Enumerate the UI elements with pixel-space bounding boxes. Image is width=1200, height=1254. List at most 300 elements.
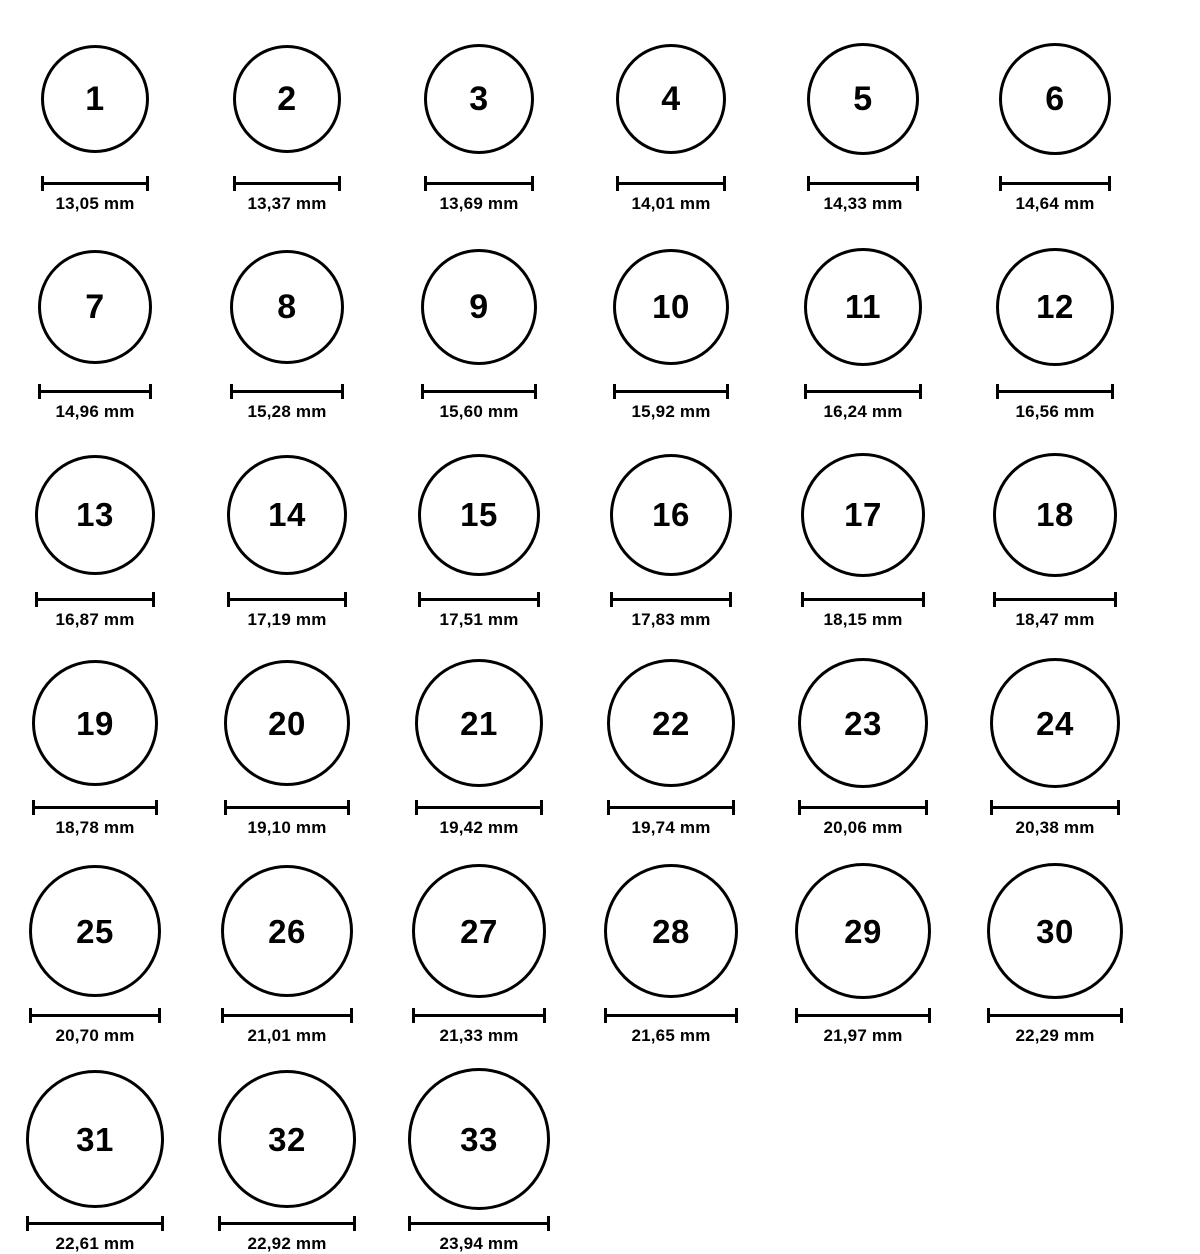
ring-size-number: 12 <box>1036 288 1074 326</box>
diameter-label: 19,42 mm <box>439 818 519 837</box>
ring-size-circle <box>35 455 155 575</box>
ring-size-circle <box>218 1070 357 1209</box>
diameter-label: 20,06 mm <box>823 818 903 837</box>
ruler-tick-left <box>804 384 807 399</box>
ruler-tick-left <box>424 176 427 191</box>
ruler-tick-left <box>613 384 616 399</box>
ring-size-number: 14 <box>268 496 306 534</box>
ring-size-circle <box>221 865 354 998</box>
ring-size-circle <box>987 863 1124 1000</box>
ring-size-number: 11 <box>845 288 881 326</box>
ruler-bar <box>421 390 537 393</box>
ruler-tick-left <box>412 1008 415 1023</box>
diameter-ruler <box>993 592 1118 606</box>
ring-size-circle <box>412 864 546 998</box>
ruler-tick-right <box>347 800 350 815</box>
diameter-label: 13,37 mm <box>247 194 327 213</box>
size-cell <box>384 28 574 214</box>
ruler-tick-right <box>152 592 155 607</box>
size-cell <box>768 652 958 838</box>
ring-size-circle <box>230 250 345 365</box>
diameter-ruler <box>233 176 342 190</box>
ruler-bar <box>804 390 922 393</box>
ruler-bar <box>224 806 351 809</box>
ruler-tick-left <box>421 384 424 399</box>
ring-circle-wrap <box>987 860 1124 1002</box>
diameter-ruler <box>415 800 543 814</box>
diameter-label: 15,92 mm <box>631 402 711 421</box>
size-cell <box>576 860 766 1046</box>
ring-size-number: 3 <box>469 79 489 118</box>
size-cell <box>192 860 382 1046</box>
diameter-label: 16,56 mm <box>1015 402 1095 421</box>
ruler-bar <box>616 182 727 185</box>
ring-size-circle <box>801 453 925 577</box>
ring-size-number: 30 <box>1036 912 1074 950</box>
ruler-tick-right <box>341 384 344 399</box>
size-cell <box>960 28 1150 214</box>
ruler-bar <box>408 1222 550 1225</box>
ring-size-number: 16 <box>652 496 690 534</box>
ruler-bar <box>604 1014 739 1017</box>
ring-circle-wrap <box>804 236 922 378</box>
ring-size-number: 15 <box>460 496 498 534</box>
size-cell <box>192 444 382 630</box>
size-cell <box>576 444 766 630</box>
ring-size-number: 2 <box>277 79 297 118</box>
ring-size-number: 29 <box>844 912 882 950</box>
diameter-ruler <box>38 384 152 398</box>
ring-size-number: 8 <box>277 287 297 326</box>
ring-circle-wrap <box>610 444 733 586</box>
ring-size-circle <box>610 454 733 577</box>
ring-circle-wrap <box>418 444 540 586</box>
ring-size-number: 21 <box>460 704 498 742</box>
ruler-tick-right <box>1117 800 1120 815</box>
diameter-ruler <box>801 592 925 606</box>
diameter-label: 18,78 mm <box>55 818 135 837</box>
ruler-tick-right <box>158 1008 161 1023</box>
diameter-label: 18,15 mm <box>823 610 903 629</box>
ruler-bar <box>999 182 1112 185</box>
ruler-tick-right <box>146 176 149 191</box>
diameter-label: 13,05 mm <box>55 194 135 213</box>
ring-size-circle <box>795 863 931 999</box>
ring-size-number: 28 <box>652 912 690 950</box>
ruler-bar <box>996 390 1115 393</box>
ruler-tick-right <box>547 1216 550 1231</box>
ring-circle-wrap <box>408 1068 550 1210</box>
diameter-label: 16,87 mm <box>55 610 135 629</box>
ring-circle-wrap <box>999 28 1112 170</box>
size-cell <box>0 652 190 838</box>
diameter-ruler <box>412 1008 546 1022</box>
diameter-label: 20,70 mm <box>55 1026 135 1045</box>
ruler-tick-left <box>990 800 993 815</box>
ring-size-number: 6 <box>1045 79 1065 118</box>
ring-circle-wrap <box>26 1068 164 1210</box>
ring-size-number: 24 <box>1036 704 1074 742</box>
ring-size-number: 23 <box>844 704 882 742</box>
ring-size-number: 32 <box>268 1120 306 1158</box>
size-cell <box>0 236 190 422</box>
diameter-ruler <box>613 384 730 398</box>
size-cell <box>384 444 574 630</box>
size-cell <box>0 444 190 630</box>
ruler-bar <box>607 806 736 809</box>
size-cell <box>576 28 766 214</box>
ruler-tick-right <box>540 800 543 815</box>
ring-circle-wrap <box>29 860 161 1002</box>
ruler-tick-right <box>723 176 726 191</box>
ruler-bar <box>993 598 1118 601</box>
diameter-ruler <box>218 1216 357 1230</box>
diameter-label: 14,96 mm <box>55 402 135 421</box>
diameter-label: 16,24 mm <box>823 402 903 421</box>
ruler-bar <box>227 598 348 601</box>
ruler-bar <box>218 1222 357 1225</box>
ring-circle-wrap <box>798 652 928 794</box>
ring-circle-wrap <box>38 236 152 378</box>
ruler-tick-right <box>353 1216 356 1231</box>
diameter-ruler <box>607 800 736 814</box>
diameter-ruler <box>424 176 534 190</box>
ruler-tick-left <box>999 176 1002 191</box>
ruler-tick-right <box>1120 1008 1123 1023</box>
ruler-tick-left <box>607 800 610 815</box>
ring-size-number: 9 <box>469 287 489 326</box>
diameter-label: 17,83 mm <box>631 610 711 629</box>
ruler-bar <box>29 1014 161 1017</box>
ruler-tick-left <box>408 1216 411 1231</box>
ring-circle-wrap <box>421 236 537 378</box>
ring-circle-wrap <box>424 28 534 170</box>
ruler-tick-left <box>418 592 421 607</box>
size-cell <box>960 236 1150 422</box>
ring-size-circle <box>604 864 739 999</box>
diameter-label: 21,97 mm <box>823 1026 903 1045</box>
ring-size-number: 4 <box>661 79 681 118</box>
ruler-bar <box>987 1014 1124 1017</box>
ruler-tick-left <box>798 800 801 815</box>
ruler-bar <box>613 390 730 393</box>
size-row <box>0 1068 1200 1254</box>
diameter-ruler <box>29 1008 161 1022</box>
diameter-ruler <box>408 1216 550 1230</box>
diameter-label: 14,64 mm <box>1015 194 1095 213</box>
size-cell <box>192 652 382 838</box>
ruler-tick-left <box>41 176 44 191</box>
ruler-tick-right <box>350 1008 353 1023</box>
ring-size-circle <box>999 43 1112 156</box>
ruler-tick-right <box>726 384 729 399</box>
ring-circle-wrap <box>990 652 1121 794</box>
ruler-tick-right <box>922 592 925 607</box>
ruler-bar <box>233 182 342 185</box>
ring-size-number: 18 <box>1036 496 1074 534</box>
diameter-ruler <box>41 176 149 190</box>
size-row <box>0 860 1200 1046</box>
diameter-label: 14,33 mm <box>823 194 903 213</box>
diameter-ruler <box>227 592 348 606</box>
ring-circle-wrap <box>412 860 546 1002</box>
ruler-tick-right <box>155 800 158 815</box>
ring-circle-wrap <box>221 860 354 1002</box>
ruler-bar <box>415 806 543 809</box>
ring-size-circle <box>233 45 342 154</box>
ruler-tick-right <box>925 800 928 815</box>
ring-size-circle <box>607 659 736 788</box>
diameter-ruler <box>221 1008 354 1022</box>
ring-circle-wrap <box>607 652 736 794</box>
ring-size-number: 25 <box>76 912 114 950</box>
diameter-ruler <box>32 800 158 814</box>
ruler-bar <box>35 598 155 601</box>
ring-size-circle <box>990 658 1121 789</box>
ruler-tick-right <box>735 1008 738 1023</box>
diameter-ruler <box>990 800 1121 814</box>
ruler-tick-right <box>534 384 537 399</box>
ruler-tick-left <box>415 800 418 815</box>
ruler-tick-right <box>919 384 922 399</box>
diameter-ruler <box>807 176 919 190</box>
ring-size-circle <box>421 249 537 365</box>
ring-size-circle <box>26 1070 164 1208</box>
ruler-tick-right <box>1111 384 1114 399</box>
diameter-ruler <box>610 592 733 606</box>
ring-size-number: 26 <box>268 912 306 950</box>
ruler-tick-right <box>729 592 732 607</box>
diameter-ruler <box>804 384 922 398</box>
ring-size-number: 20 <box>268 704 306 742</box>
ruler-tick-left <box>996 384 999 399</box>
ruler-bar <box>424 182 534 185</box>
ruler-tick-left <box>233 176 236 191</box>
ruler-bar <box>221 1014 354 1017</box>
ring-size-number: 1 <box>85 80 105 118</box>
diameter-label: 15,28 mm <box>247 402 327 421</box>
ruler-tick-right <box>543 1008 546 1023</box>
ruler-tick-left <box>801 592 804 607</box>
ring-size-circle <box>227 455 348 576</box>
ring-size-circle <box>807 43 919 155</box>
diameter-label: 19,10 mm <box>247 818 327 837</box>
ring-size-circle <box>613 249 730 366</box>
size-cell <box>960 652 1150 838</box>
diameter-label: 17,51 mm <box>439 610 519 629</box>
size-row <box>0 28 1200 214</box>
diameter-ruler <box>224 800 351 814</box>
ring-size-circle <box>38 250 152 364</box>
ring-size-circle <box>993 453 1118 578</box>
diameter-ruler <box>999 176 1112 190</box>
ruler-tick-right <box>1114 592 1117 607</box>
size-cell <box>576 236 766 422</box>
ruler-tick-left <box>32 800 35 815</box>
ring-circle-wrap <box>415 652 543 794</box>
diameter-ruler <box>987 1008 1124 1022</box>
diameter-label: 15,60 mm <box>439 402 519 421</box>
ruler-tick-right <box>732 800 735 815</box>
ruler-tick-left <box>610 592 613 607</box>
ring-size-circle <box>616 44 727 155</box>
diameter-ruler <box>996 384 1115 398</box>
ring-size-number: 31 <box>76 1120 114 1158</box>
ring-size-circle <box>418 454 540 576</box>
ruler-tick-right <box>928 1008 931 1023</box>
ruler-bar <box>418 598 540 601</box>
size-cell <box>0 28 190 214</box>
size-cell <box>384 652 574 838</box>
ruler-tick-right <box>916 176 919 191</box>
diameter-ruler <box>616 176 727 190</box>
size-cell <box>0 1068 190 1254</box>
size-cell <box>576 652 766 838</box>
diameter-ruler <box>795 1008 931 1022</box>
ring-circle-wrap <box>218 1068 357 1210</box>
ruler-tick-right <box>537 592 540 607</box>
ruler-tick-left <box>26 1216 29 1231</box>
diameter-label: 20,38 mm <box>1015 818 1095 837</box>
size-cell <box>192 236 382 422</box>
ruler-tick-left <box>807 176 810 191</box>
size-row <box>0 236 1200 422</box>
ruler-bar <box>795 1014 931 1017</box>
ruler-bar <box>610 598 733 601</box>
diameter-label: 13,69 mm <box>439 194 519 213</box>
ruler-tick-left <box>218 1216 221 1231</box>
ring-size-circle <box>996 248 1115 367</box>
ruler-tick-left <box>227 592 230 607</box>
ruler-tick-right <box>338 176 341 191</box>
ruler-tick-left <box>221 1008 224 1023</box>
ruler-tick-left <box>230 384 233 399</box>
ring-circle-wrap <box>227 444 348 586</box>
ruler-tick-left <box>38 384 41 399</box>
diameter-ruler <box>35 592 155 606</box>
ruler-tick-right <box>531 176 534 191</box>
ruler-bar <box>41 182 149 185</box>
ruler-tick-right <box>149 384 152 399</box>
ruler-bar <box>230 390 345 393</box>
diameter-label: 18,47 mm <box>1015 610 1095 629</box>
ring-size-circle <box>408 1068 550 1210</box>
ruler-bar <box>807 182 919 185</box>
ring-size-circle <box>41 45 149 153</box>
ring-circle-wrap <box>807 28 919 170</box>
ruler-tick-left <box>993 592 996 607</box>
ruler-tick-left <box>987 1008 990 1023</box>
ruler-tick-left <box>616 176 619 191</box>
ring-circle-wrap <box>35 444 155 586</box>
ring-circle-wrap <box>32 652 158 794</box>
diameter-label: 21,65 mm <box>631 1026 711 1045</box>
size-cell <box>768 444 958 630</box>
ruler-bar <box>990 806 1121 809</box>
ruler-bar <box>412 1014 546 1017</box>
ring-size-number: 19 <box>76 704 114 742</box>
ruler-tick-left <box>35 592 38 607</box>
diameter-ruler <box>418 592 540 606</box>
ring-size-circle <box>424 44 534 154</box>
size-row <box>0 652 1200 838</box>
ruler-tick-right <box>344 592 347 607</box>
ring-size-number: 22 <box>652 704 690 742</box>
size-cell <box>384 236 574 422</box>
diameter-label: 21,01 mm <box>247 1026 327 1045</box>
diameter-ruler <box>26 1216 164 1230</box>
diameter-ruler <box>421 384 537 398</box>
ring-circle-wrap <box>230 236 345 378</box>
ruler-tick-left <box>224 800 227 815</box>
ring-circle-wrap <box>41 28 149 170</box>
ruler-tick-left <box>604 1008 607 1023</box>
diameter-label: 19,74 mm <box>631 818 711 837</box>
ring-circle-wrap <box>613 236 730 378</box>
ring-size-circle <box>798 658 928 788</box>
ring-circle-wrap <box>224 652 351 794</box>
ruler-tick-left <box>795 1008 798 1023</box>
ruler-tick-right <box>1108 176 1111 191</box>
ring-size-number: 10 <box>652 288 690 326</box>
diameter-ruler <box>798 800 928 814</box>
size-cell <box>960 444 1150 630</box>
ring-circle-wrap <box>233 28 342 170</box>
size-cell <box>0 860 190 1046</box>
ring-size-number: 5 <box>853 79 873 118</box>
diameter-label: 14,01 mm <box>631 194 711 213</box>
diameter-label: 21,33 mm <box>439 1026 519 1045</box>
ring-size-circle <box>32 660 158 786</box>
ring-size-circle <box>804 248 922 366</box>
ring-size-number: 17 <box>844 496 882 534</box>
ruler-bar <box>801 598 925 601</box>
ring-size-circle <box>29 865 161 997</box>
size-cell <box>192 1068 382 1254</box>
ruler-bar <box>32 806 158 809</box>
diameter-label: 23,94 mm <box>439 1234 519 1253</box>
size-cell <box>960 860 1150 1046</box>
ring-circle-wrap <box>993 444 1118 586</box>
size-cell <box>384 1068 574 1254</box>
size-cell <box>384 860 574 1046</box>
ruler-bar <box>798 806 928 809</box>
diameter-ruler <box>230 384 345 398</box>
ruler-bar <box>26 1222 164 1225</box>
size-row <box>0 444 1200 630</box>
ring-size-number: 27 <box>460 912 498 950</box>
ring-circle-wrap <box>604 860 739 1002</box>
ring-size-number: 7 <box>85 287 105 326</box>
ring-circle-wrap <box>616 28 727 170</box>
diameter-label: 22,92 mm <box>247 1234 327 1253</box>
diameter-ruler <box>604 1008 739 1022</box>
ring-size-circle <box>224 660 351 787</box>
ring-circle-wrap <box>996 236 1115 378</box>
size-cell <box>768 28 958 214</box>
ring-circle-wrap <box>795 860 931 1002</box>
size-cell <box>768 236 958 422</box>
ring-size-number: 13 <box>76 496 114 534</box>
ring-size-number: 33 <box>460 1120 498 1158</box>
diameter-label: 17,19 mm <box>247 610 327 629</box>
ruler-tick-left <box>29 1008 32 1023</box>
diameter-label: 22,61 mm <box>55 1234 135 1253</box>
diameter-label: 22,29 mm <box>1015 1026 1095 1045</box>
ruler-bar <box>38 390 152 393</box>
ruler-tick-right <box>161 1216 164 1231</box>
ring-circle-wrap <box>801 444 925 586</box>
